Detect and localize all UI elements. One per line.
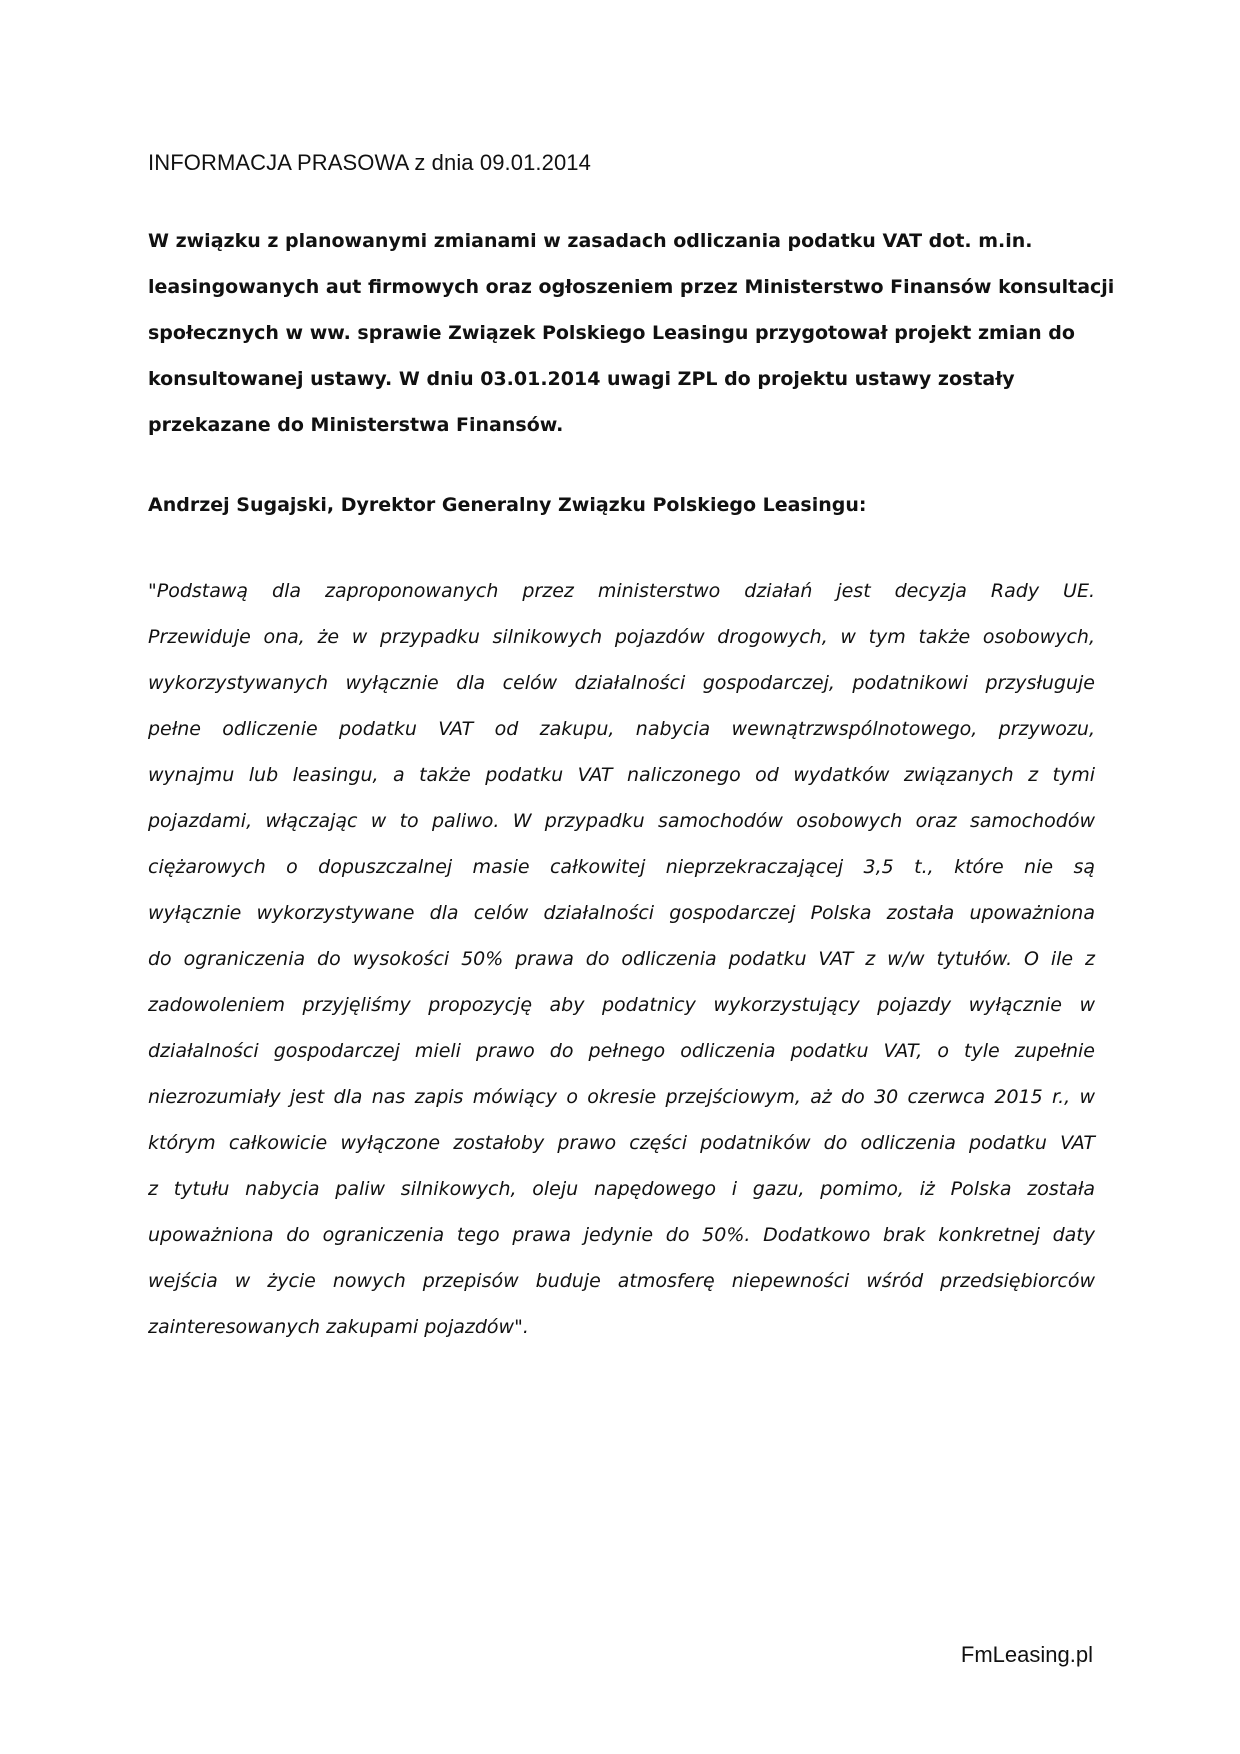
lead-line: leasingowanych aut firmowych oraz ogłoszeniem przez Ministerstwo Finansów konsultacji: [148, 276, 1115, 298]
quote-line: do ograniczenia do wysokości 50% prawa do odliczenia podatku VAT z w/w tytułów. O ile z: [148, 948, 1095, 970]
quote-line: z tytułu nabycia paliw silnikowych, oleju napędowego i gazu, pomimo, iż Polska została: [148, 1178, 1095, 1200]
quote-line: niezrozumiały jest dla nas zapis mówiący o okresie przejściowym, aż do 30 czerwca 2015 r., w: [148, 1086, 1095, 1108]
quote-line: pełne odliczenie podatku VAT od zakupu, nabycia wewnątrzwspólnotowego, przywozu,: [148, 718, 1095, 740]
lead-paragraph: [148, 218, 1115, 448]
quote-line: pojazdami, włączając w to paliwo. W przypadku samochodów osobowych oraz samochodów: [148, 810, 1095, 832]
quote-line: Przewiduje ona, że w przypadku silnikowych pojazdów drogowych, w tym także osobowych,: [148, 626, 1095, 648]
lead-line: W związku z planowanymi zmianami w zasadach odliczania podatku VAT dot. m.in.: [148, 230, 1033, 252]
quote-line: ciężarowych o dopuszczalnej masie całkowitej nieprzekraczającej 3,5 t., które nie są: [148, 856, 1095, 878]
lead-line: przekazane do Ministerstwa Finansów.: [148, 414, 564, 436]
quote-paragraph: [148, 568, 1095, 1350]
speaker-attribution: Andrzej Sugajski, Dyrektor Generalny Związku Polskiego Leasingu:: [148, 494, 867, 516]
footer-brand: FmLeasing.pl: [960, 1642, 1093, 1667]
quote-line: którym całkowicie wyłączone zostałoby prawo części podatników do odliczenia podatku VAT: [148, 1132, 1095, 1154]
quote-line: wejścia w życie nowych przepisów buduje atmosferę niepewności wśród przedsiębiorców: [148, 1270, 1095, 1292]
press-release-title: INFORMACJA PRASOWA z dnia 09.01.2014: [148, 150, 591, 175]
quote-line: upoważniona do ograniczenia tego prawa jedynie do 50%. Dodatkowo brak konkretnej daty: [148, 1224, 1095, 1246]
quote-line: wykorzystywanych wyłącznie dla celów działalności gospodarczej, podatnikowi przysługuje: [148, 672, 1095, 694]
quote-line: zainteresowanych zakupami pojazdów".: [148, 1316, 529, 1338]
quote-line: "Podstawą dla zaproponowanych przez ministerstwo działań jest decyzja Rady UE.: [148, 580, 1095, 602]
quote-line: zadowoleniem przyjęliśmy propozycję aby podatnicy wykorzystujący pojazdy wyłącznie w: [148, 994, 1095, 1016]
lead-line: społecznych w ww. sprawie Związek Polskiego Leasingu przygotował projekt zmian do: [148, 322, 1075, 344]
quote-line: wynajmu lub leasingu, a także podatku VAT naliczonego od wydatków związanych z tymi: [148, 764, 1095, 786]
quote-line: wyłącznie wykorzystywane dla celów działalności gospodarczej Polska została upoważniona: [148, 902, 1095, 924]
lead-line: konsultowanej ustawy. W dniu 03.01.2014 uwagi ZPL do projektu ustawy zostały: [148, 368, 1015, 390]
quote-line: działalności gospodarczej mieli prawo do pełnego odliczenia podatku VAT, o tyle zupełnie: [148, 1040, 1095, 1062]
